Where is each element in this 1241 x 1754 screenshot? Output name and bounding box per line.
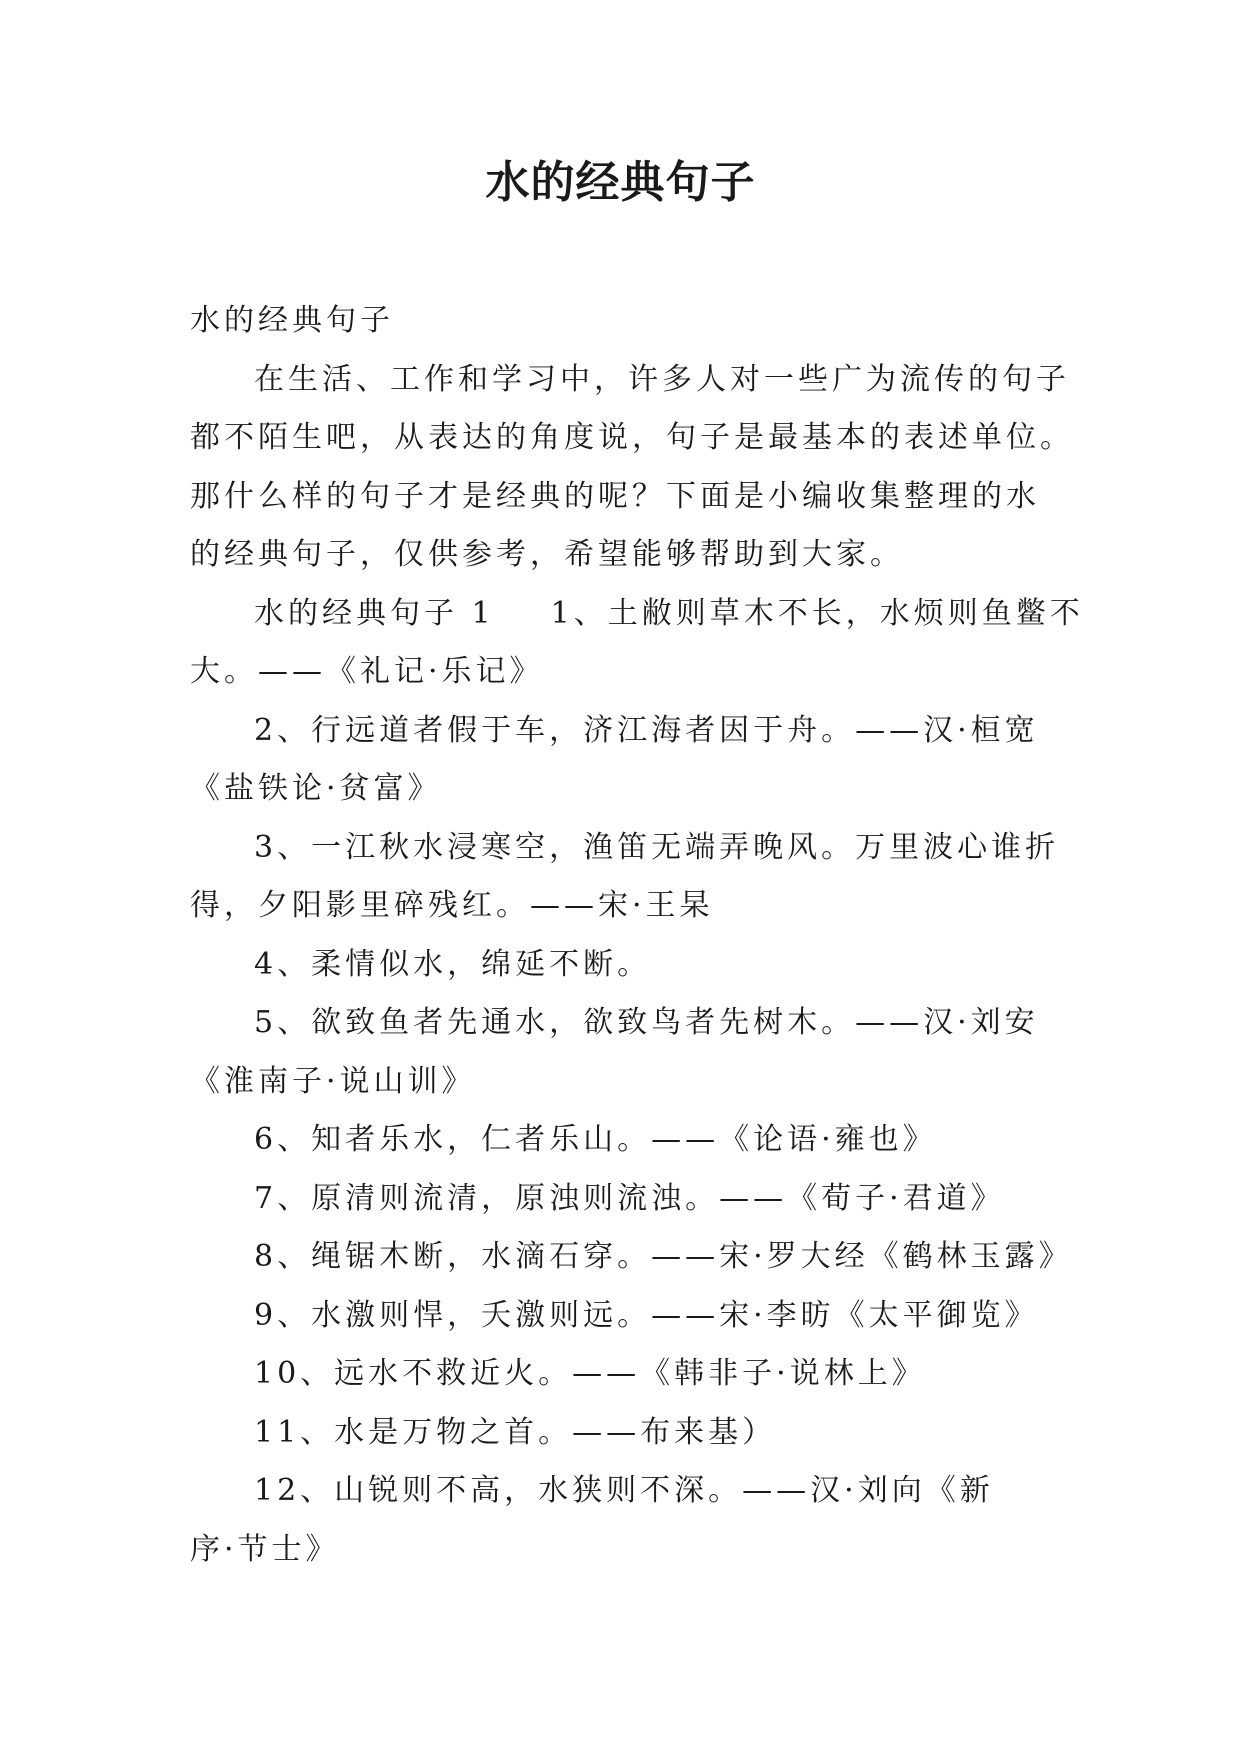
document-body [190,292,1084,1579]
quote-line: 4、柔情似水，绵延不断。 [254,946,652,982]
quote-line: 大。——《礼记·乐记》 [190,654,544,689]
quote-line: 7、原清则流清，原浊则流浊。——《荀子·君道》 [254,1180,1005,1216]
quote-line: 得，夕阳影里碎残红。——宋·王杲 [190,888,714,923]
quote-item-3 [190,819,1070,936]
quote-item-2 [190,702,1070,819]
quote-item-4 [190,936,1070,995]
quote-line: 6、知者乐水，仁者乐山。——《论语·雍也》 [254,1122,937,1157]
quote-item-10 [190,1345,1070,1404]
quote-item-5 [190,994,1070,1111]
quote-line: 《盐铁论·贫富》 [190,771,442,806]
quote-line: 5、欲致鱼者先通水，欲致鸟者先树木。——汉·刘安 [254,1005,1039,1040]
quote-line: 10、远水不救近火。——《韩非子·说林上》 [254,1356,926,1391]
quote-line: 2、行远道者假于车，济江海者因于舟。——汉·桓宽 [254,712,1039,748]
section-heading: 水的经典句子 [190,303,394,338]
document-title: 水的经典句子 [485,157,756,208]
quote-item-9 [190,1287,1070,1346]
quote-item-8 [190,1228,1073,1287]
intro-line: 那什么样的句子才是经典的呢？下面是小编收集整理的水 [190,478,1040,514]
quote-line: 8、绳锯木断，水滴石穿。——宋·罗大经《鹤林玉露》 [254,1239,1073,1274]
quote-item-7 [190,1170,1070,1229]
section-label: 水的经典句子 1 [254,595,495,631]
quote-line: 1、土敝则草木不长，水烦则鱼鳖不 [550,595,1084,631]
quote-line: 《淮南子·说山训》 [190,1063,476,1099]
quote-line: 12、山锐则不高，水狭则不深。——汉·刘向《新 [254,1473,994,1508]
intro-paragraph [190,351,1074,585]
quote-line: 序·节士》 [190,1531,340,1567]
quote-item-1 [190,585,1084,702]
intro-line: 都不陌生吧，从表达的角度说，句子是最基本的表述单位。 [190,420,1074,455]
quote-line: 9、水激则悍，夭激则远。——宋·李昉《太平御览》 [254,1297,1039,1333]
quote-item-11 [190,1404,1070,1463]
intro-line: 的经典句子，仅供参考，希望能够帮助到大家。 [190,537,904,572]
quote-line: 11、水是万物之首。——布来基） [254,1414,777,1450]
quote-line: 3、一江秋水浸寒空，渔笛无端弄晚风。万里波心谁折 [254,829,1060,865]
quote-item-6 [190,1111,1070,1170]
intro-line: 在生活、工作和学习中，许多人对一些广为流传的句子 [254,361,1070,397]
quote-item-12 [190,1462,1070,1579]
